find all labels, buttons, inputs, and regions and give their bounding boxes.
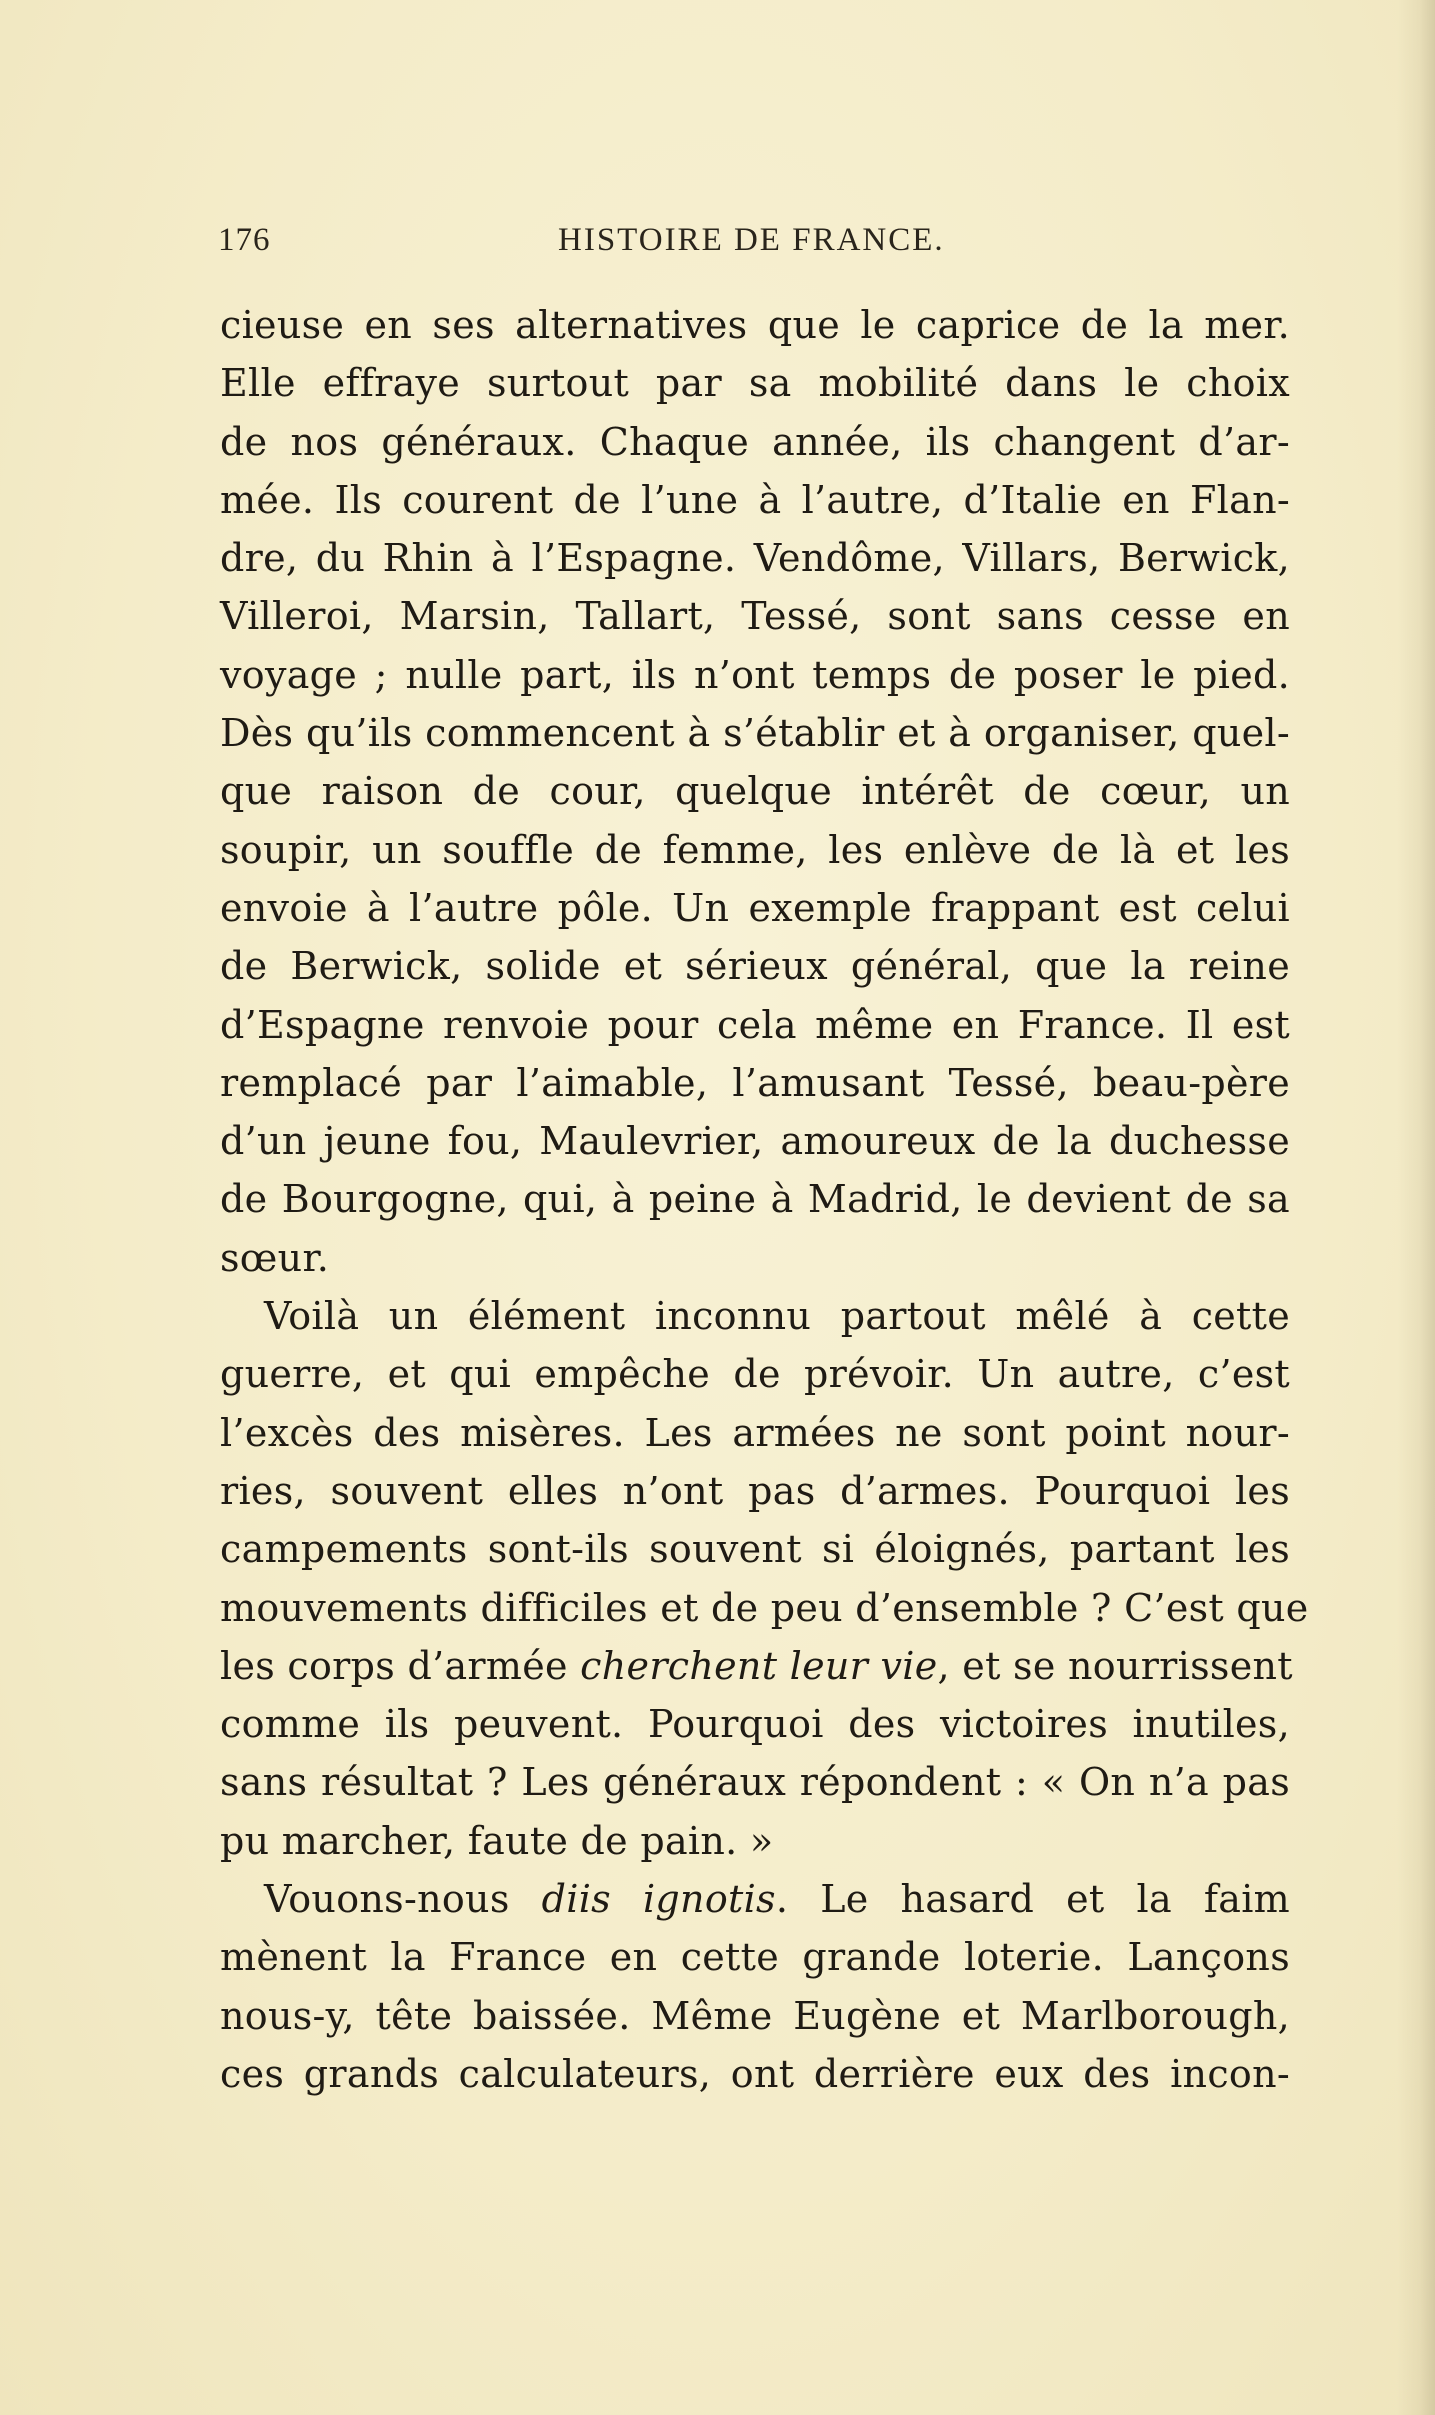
text-line: pu marcher, faute de pain. » [220, 1818, 774, 1863]
text-line: cieuse en ses alternatives que le caprice de la mer. [220, 303, 1290, 347]
text-line: Dès qu’ils commencent à s’établir et à organiser, quel- [220, 711, 1290, 756]
text-line: dre, du Rhin à l’Espagne. Vendôme, Villars, Berwick, [220, 536, 1290, 581]
running-head [218, 222, 1290, 266]
page-number: 176 [218, 222, 271, 258]
text-line-with-italic [220, 1870, 1290, 1928]
paragraph-2 [220, 1287, 1309, 1870]
body-text [220, 296, 1309, 2103]
text-line: d’Espagne renvoie pour cela même en France. Il est [220, 1002, 1290, 1047]
page-edge-shadow [1397, 0, 1435, 2415]
text-line: soupir, un souffle de femme, les enlève de là et les [220, 827, 1290, 872]
text-line: l’excès des misères. Les armées ne sont point nour- [220, 1410, 1290, 1455]
text-line: que raison de cour, quelque intérêt de cœur, un [220, 769, 1290, 814]
text-line: d’un jeune fou, Maulevrier, amoureux de la duchesse [220, 1119, 1290, 1164]
text-line: envoie à l’autre pôle. Un exemple frappant est celui [220, 885, 1290, 930]
text-line: mènent la France en cette grande loterie. Lançons [220, 1935, 1290, 1980]
text-line: mouvements difficiles et de peu d’ensemble ? C’est que [220, 1585, 1309, 1630]
text-line: Elle effraye surtout par sa mobilité dans le choix [220, 361, 1290, 406]
text-line: Villeroi, Marsin, Tallart, Tessé, sont sans cesse en [220, 594, 1290, 639]
line-text: Vouons-nous [264, 1877, 542, 1922]
text-line: Voilà un élément inconnu partout mêlé à cette [264, 1294, 1290, 1339]
text-line: comme ils peuvent. Pourquoi des victoires inutiles, [220, 1702, 1290, 1747]
text-line: mée. Ils courent de l’une à l’autre, d’Italie en Flan- [220, 477, 1290, 522]
text-line: campements sont-ils souvent si éloignés, partant les [220, 1527, 1290, 1572]
running-title: HISTOIRE DE FRANCE. [558, 222, 945, 258]
text-line: guerre, et qui empêche de prévoir. Un autre, c’est [220, 1352, 1290, 1397]
text-line: sans résultat ? Les généraux répondent : « On n’a pas [220, 1760, 1290, 1805]
text-line: sœur. [220, 1235, 330, 1280]
text-line: ries, souvent elles n’ont pas d’armes. Pourquoi les [220, 1468, 1290, 1513]
text-line-with-italic [220, 1637, 1293, 1695]
italic-phrase: diis ignotis [541, 1877, 776, 1922]
text-line: de nos généraux. Chaque année, ils changent d’ar- [220, 419, 1290, 464]
line-text: , et se nourrissent [937, 1643, 1293, 1688]
paragraph-3 [220, 1870, 1290, 2103]
text-line: voyage ; nulle part, ils n’ont temps de poser le pied. [220, 652, 1290, 697]
paragraph-1 [220, 296, 1290, 1287]
text-line: remplacé par l’aimable, l’amusant Tessé, beau-père [220, 1060, 1290, 1105]
line-text: les corps d’armée [220, 1643, 581, 1688]
text-line: ces grands calculateurs, ont derrière eux des incon- [220, 2051, 1290, 2096]
text-line: de Berwick, solide et sérieux général, que la reine [220, 944, 1290, 989]
text-line: nous-y, tête baissée. Même Eugène et Marlborough, [220, 1993, 1290, 2038]
text-line: de Bourgogne, qui, à peine à Madrid, le devient de sa [220, 1177, 1290, 1222]
line-text: . Le hasard et la faim [775, 1877, 1291, 1922]
italic-phrase: cherchent leur vie [580, 1643, 938, 1688]
